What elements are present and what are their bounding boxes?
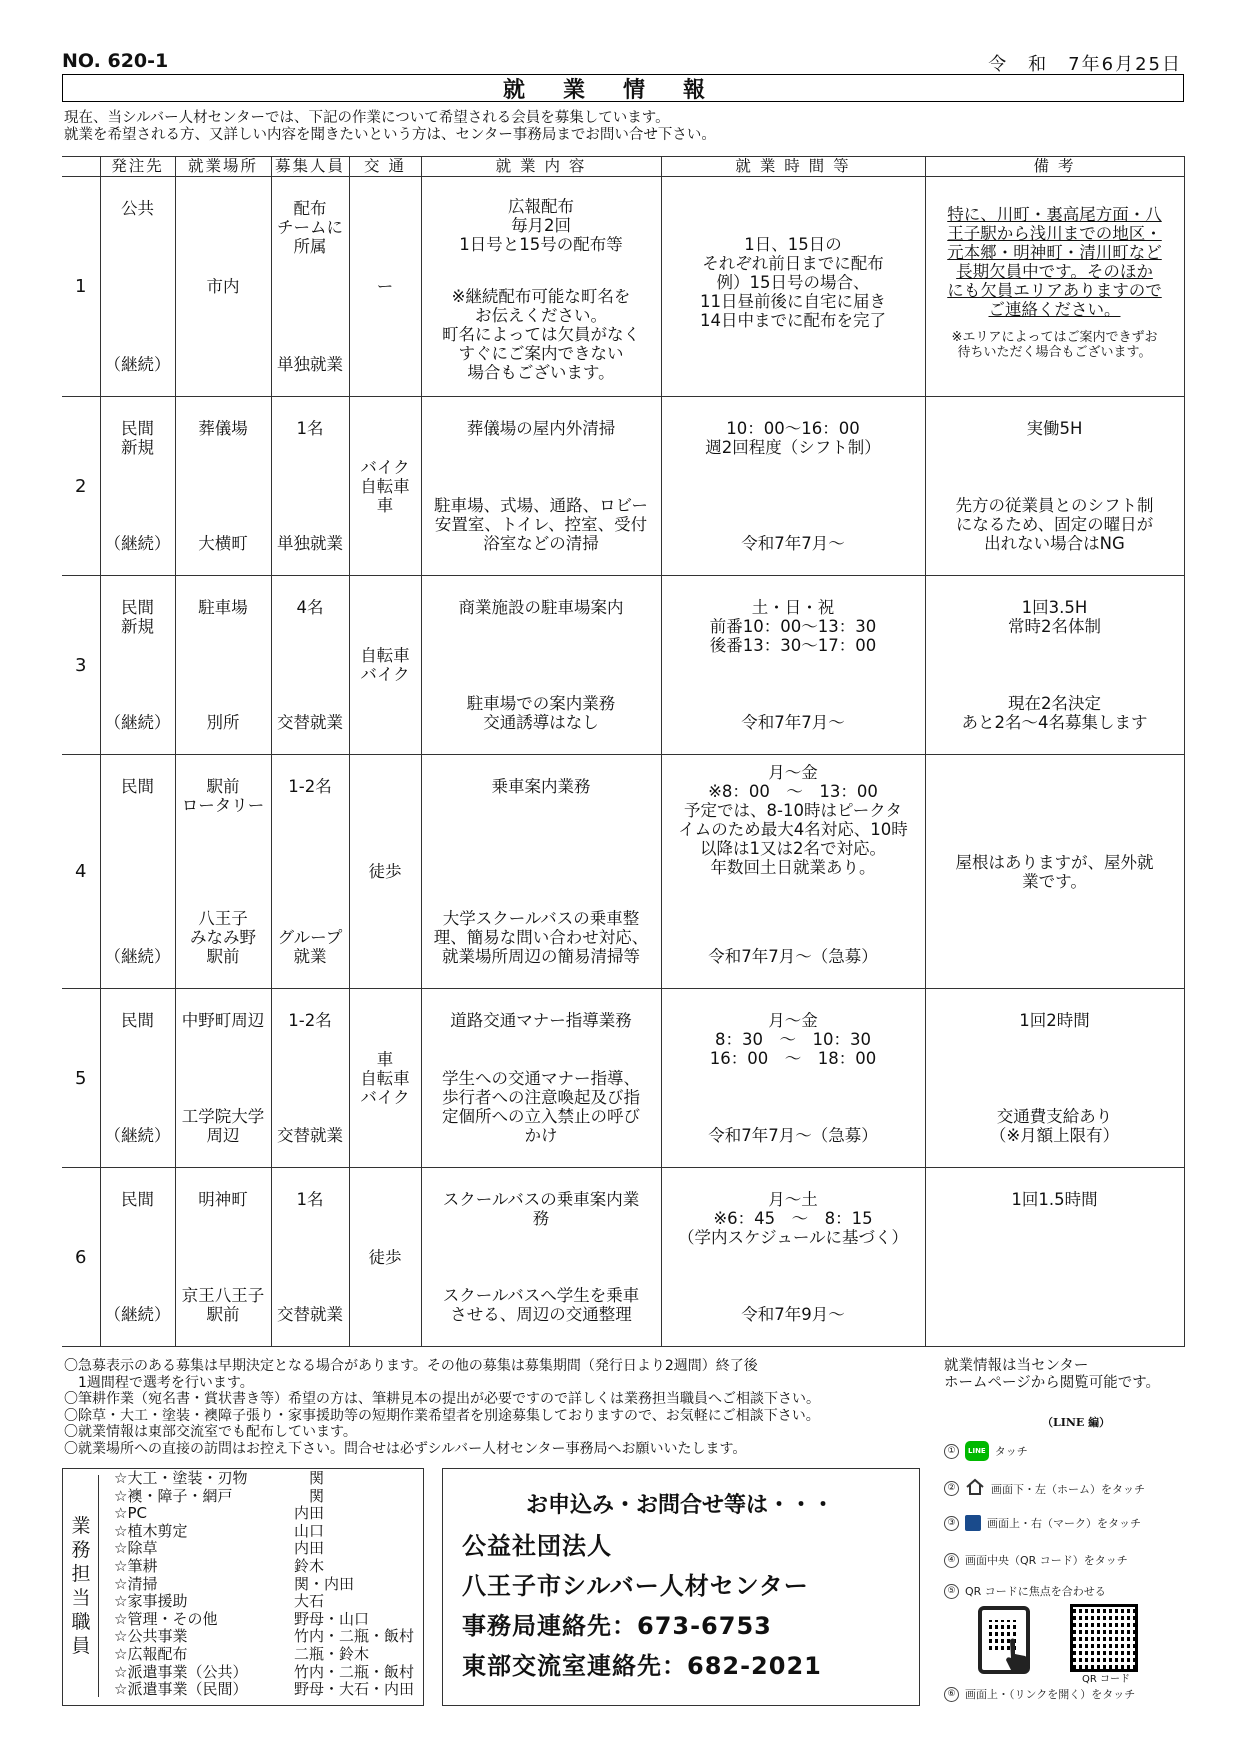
- content-cell: [421, 576, 661, 755]
- content-cell: [421, 177, 661, 397]
- staff-person: 内田: [294, 1504, 325, 1523]
- transport-cell: [349, 177, 421, 397]
- staff-task: ☆襖・障子・網戸: [114, 1486, 233, 1505]
- staff-task: ☆植木剪定: [114, 1521, 188, 1540]
- note-line: 〇就業場所への直接の訪問はお控え下さい。問合せは必ずシルバー人材センター事務局へお願いいたします。: [64, 1440, 747, 1457]
- time-cell: [661, 989, 925, 1168]
- content-cell: [421, 755, 661, 989]
- content-top: 乗車案内業務: [491, 777, 591, 796]
- people-top: 配布 チームに 所属: [277, 199, 343, 256]
- staff-row: [114, 1505, 414, 1523]
- time-bottom: 令和7年7月～: [741, 713, 845, 732]
- staff-task: ☆派遣事業（公共）: [114, 1662, 248, 1681]
- client-top: 公共: [121, 199, 154, 218]
- people-cell: [271, 989, 349, 1168]
- transport-text: 徒歩: [368, 1247, 402, 1267]
- staff-person: 大石: [294, 1592, 325, 1611]
- note-top: 1回2時間: [1019, 1011, 1090, 1030]
- people-cell: [271, 177, 349, 397]
- staff-task: ☆派遣事業（民間）: [114, 1680, 248, 1699]
- content-cell: [421, 1168, 661, 1347]
- staff-task: ☆大工・塗装・刃物: [114, 1469, 248, 1487]
- note-top: 実働5H: [1026, 419, 1083, 438]
- guide-step-4: [944, 1552, 1128, 1568]
- transport-text: バイク 自転車 車: [360, 457, 410, 515]
- staff-person: 山口: [294, 1521, 325, 1540]
- time-top: 月～金 ※8：00 ～ 13：00 予定では、8-10時はピークタ イムのため最大4名対応、10時 以降は1又は2名で対応。 年数回土日就業あり。: [678, 763, 908, 877]
- note-cell: [925, 1168, 1184, 1347]
- people-top: 1名: [296, 419, 324, 438]
- client-bottom: （継続）: [104, 947, 171, 966]
- time-bottom: 令和7年9月～: [741, 1305, 845, 1324]
- client-bottom: （継続）: [104, 355, 171, 374]
- contact-org-type: 公益社団法人: [462, 1532, 612, 1560]
- contact-org-name: 八王子市シルバー人材センター: [462, 1572, 809, 1600]
- note-cell: [925, 755, 1184, 989]
- hand-icon: [1004, 1636, 1030, 1674]
- intro-line: 現在、当シルバー人材センターでは、下記の作業について希望される会員を募集しています。: [64, 110, 670, 126]
- table-row: [62, 989, 1184, 1168]
- people-bottom: グループ 就業: [277, 928, 343, 966]
- staff-row: [114, 1611, 414, 1629]
- intro-text: [64, 110, 716, 144]
- guide-step-3: [944, 1515, 1141, 1531]
- time-cell: [661, 755, 925, 989]
- guide-step-5: [944, 1583, 1106, 1599]
- issue-date: 令 和 7年6月25日: [988, 54, 1182, 75]
- time-bottom: 令和7年7月～（急募）: [708, 1126, 878, 1145]
- row-number: 4: [62, 755, 100, 989]
- people-bottom: 単独就業: [277, 355, 343, 374]
- place-bottom: 大横町: [198, 534, 248, 553]
- staff-person: 関: [294, 1469, 325, 1487]
- intro-line: 就業を希望される方、又詳しい内容を聞きたいという方は、センター事務局までお問い合せ下さい。: [64, 127, 716, 143]
- content-bottom: 駐車場での案内業務 交通誘導はなし: [466, 694, 616, 732]
- qr-label: QR コード: [1082, 1674, 1130, 1685]
- step-text: 画面上・（リンクを開く）をタッチ: [965, 1688, 1136, 1701]
- content-bottom: スクールバスへ学生を乗車 させる、周辺の交通整理: [442, 1286, 640, 1324]
- place-cell: [175, 397, 271, 576]
- step-text: QR コードに焦点を合わせる: [965, 1585, 1106, 1598]
- job-table: [62, 156, 1185, 1347]
- step-number: ②: [944, 1481, 959, 1496]
- step-number: ①: [944, 1444, 959, 1459]
- client-bottom: （継続）: [104, 1126, 171, 1145]
- qr-code-icon: [1070, 1604, 1138, 1672]
- time-bottom: 令和7年7月～: [741, 534, 845, 553]
- place-cell: [175, 755, 271, 989]
- people-bottom: 交替就業: [277, 1126, 343, 1145]
- guide-step-1: [944, 1441, 1028, 1461]
- table-row: [62, 397, 1184, 576]
- web-info: [944, 1358, 1160, 1392]
- contact-office-tel: 事務局連絡先：673-6753: [462, 1612, 772, 1640]
- staff-task: ☆公共事業: [114, 1627, 188, 1646]
- time-cell: [661, 177, 925, 397]
- table-row: [62, 576, 1184, 755]
- place-bottom: 別所: [206, 713, 240, 732]
- page-title: 就業情報: [62, 74, 1184, 102]
- note-cell: [925, 397, 1184, 576]
- note-bottom: 先方の従業員とのシフト制 になるため、固定の曜日が 出れない場合はNG: [955, 496, 1154, 553]
- staff-label-char: 員: [71, 1635, 91, 1657]
- transport-cell: [349, 989, 421, 1168]
- transport-text: 徒歩: [368, 862, 402, 881]
- place-top: 葬儀場: [198, 419, 248, 438]
- notes-section: [64, 1358, 820, 1457]
- guide-step-6: [944, 1686, 1135, 1702]
- people-bottom: 交替就業: [277, 713, 343, 732]
- staff-label-char: 職: [71, 1611, 91, 1633]
- transport-cell: [349, 576, 421, 755]
- people-bottom: 交替就業: [277, 1305, 343, 1324]
- row-number: 2: [62, 397, 100, 576]
- line-guide-title: （LINE 編）: [1042, 1416, 1111, 1429]
- client-bottom: （継続）: [104, 1305, 171, 1324]
- staff-row: [114, 1593, 414, 1611]
- time-cell: [661, 576, 925, 755]
- note-bottom: 現在2名決定 あと2名～4名募集します: [961, 694, 1148, 732]
- staff-person: 二瓶・鈴木: [294, 1644, 370, 1663]
- guide-step-2: [944, 1478, 1145, 1499]
- header-note: 備 考: [925, 157, 1184, 177]
- step-text: 画面中央（QR コード）をタッチ: [965, 1554, 1128, 1567]
- place-cell: [175, 989, 271, 1168]
- time-top: 月～金 8：30 ～ 10：30 16：00 ～ 18：00: [709, 1011, 877, 1068]
- staff-person: 鈴木: [294, 1556, 325, 1575]
- staff-task: ☆PC: [114, 1504, 147, 1523]
- client-top: 民間 新規: [121, 419, 154, 457]
- content-top: 葬儀場の屋内外清掃: [466, 419, 616, 438]
- time-top: 1日、15日の それぞれ前日までに配布 例）15日号の場合、 11日昼前後に自宅に届き 14日中までに配布を完了: [700, 235, 886, 330]
- table-row: [62, 177, 1184, 397]
- staff-task: ☆筆耕: [114, 1556, 158, 1575]
- staff-task: ☆除草: [114, 1539, 158, 1558]
- add-friend-icon: [965, 1515, 981, 1531]
- header-time: 就 業 時 間 等: [661, 157, 925, 177]
- client-top: 民間 新規: [121, 598, 154, 636]
- transport-cell: [349, 397, 421, 576]
- web-info-line: 就業情報は当センター: [944, 1358, 1089, 1374]
- staff-row: [114, 1470, 414, 1488]
- transport-cell: [349, 755, 421, 989]
- place-top: 市内: [206, 277, 240, 296]
- staff-label: [64, 1475, 99, 1697]
- place-top: 明神町: [198, 1190, 248, 1209]
- note-line: 〇筆耕作業（宛名書・賞状書き等）希望の方は、筆耕見本の提出が必要ですので詳しくは業務担当職員へご相談下さい。: [64, 1391, 820, 1407]
- people-top: 4名: [296, 598, 324, 617]
- place-bottom: 京王八王子 駅前: [181, 1286, 265, 1324]
- step-number: ③: [944, 1516, 959, 1531]
- time-cell: [661, 397, 925, 576]
- step-text: タッチ: [994, 1445, 1028, 1458]
- staff-person: 竹内・二瓶・飯村: [294, 1627, 415, 1646]
- time-top: 10：00～16：00 週2回程度（シフト制）: [705, 419, 881, 457]
- header-transport: 交 通: [349, 157, 421, 177]
- note-cell: [925, 576, 1184, 755]
- people-bottom: 単独就業: [277, 534, 343, 553]
- content-top: 道路交通マナー指導業務: [450, 1011, 632, 1030]
- note-top: 特に、川町・裏高尾方面・八 王子駅から浅川までの地区・ 元本郷・明神町・清川町など 長期欠員中です。そのほか にも欠員エリアありますので ご連絡ください。: [947, 205, 1162, 319]
- staff-row: [114, 1523, 414, 1541]
- staff-task: ☆家事援助: [114, 1592, 188, 1611]
- people-top: 1-2名: [288, 1011, 332, 1030]
- people-cell: [271, 1168, 349, 1347]
- content-bottom: 大学スクールバスの乗車整 理、簡易な問い合わせ対応、 就業場所周辺の簡易清掃等: [433, 909, 649, 966]
- staff-person: 竹内・二瓶・飯村: [294, 1662, 415, 1681]
- note-line: 〇除草・大工・塗装・襖障子張り・家事援助等の短期作業希望者を別途募集しておりますので、お気軽にご相談下さい。: [64, 1407, 820, 1424]
- client-cell: [100, 397, 175, 576]
- staff-list: [114, 1470, 414, 1699]
- staff-row: [114, 1488, 414, 1506]
- note-cell: [925, 989, 1184, 1168]
- time-top: 月～土 ※6：45 ～ 8：15 （学内スケジュールに基づく）: [677, 1190, 908, 1247]
- content-top: 商業施設の駐車場案内: [458, 598, 624, 617]
- place-top: 駅前 ロータリー: [181, 777, 265, 815]
- transport-cell: [349, 1168, 421, 1347]
- staff-person: 内田: [294, 1539, 325, 1558]
- client-cell: [100, 1168, 175, 1347]
- document-number: NO. 620-1: [62, 50, 169, 72]
- time-cell: [661, 1168, 925, 1347]
- step-text: 画面下・左（ホーム）をタッチ: [991, 1482, 1145, 1496]
- staff-person: 関・内田: [294, 1574, 355, 1593]
- note-line: 〇就業情報は東部交流室でも配布しています。: [64, 1424, 357, 1440]
- client-top: 民間: [121, 777, 154, 796]
- staff-row: [114, 1646, 414, 1664]
- place-top: 駐車場: [198, 598, 248, 617]
- staff-label-char: 業: [71, 1515, 91, 1537]
- header-place: 就業場所: [175, 157, 271, 177]
- staff-person: 野母・大石・内田: [294, 1680, 415, 1699]
- staff-label-char: 務: [71, 1539, 91, 1561]
- home-icon: [965, 1478, 985, 1499]
- step-number: ④: [944, 1553, 959, 1568]
- content-cell: [421, 989, 661, 1168]
- people-top: 1-2名: [288, 777, 332, 796]
- staff-label-char: 担: [71, 1563, 91, 1585]
- row-number: 5: [62, 989, 100, 1168]
- client-cell: [100, 576, 175, 755]
- note-top: 1回1.5時間: [1011, 1190, 1098, 1209]
- transport-text: 車 自転車 バイク: [360, 1049, 410, 1107]
- content-bottom: ※継続配布可能な町名を お伝えください。 町名によっては欠員がなく すぐにご案内できない 場合もございます。: [442, 287, 640, 382]
- place-cell: [175, 177, 271, 397]
- note-line: 1週間程で選考を行います。: [64, 1374, 254, 1391]
- staff-task: ☆清掃: [114, 1574, 158, 1593]
- client-cell: [100, 755, 175, 989]
- place-bottom: 八王子 みなみ野 駅前: [190, 909, 256, 966]
- people-cell: [271, 576, 349, 755]
- note-cell: [925, 177, 1184, 397]
- place-top: 中野町周辺: [181, 1011, 265, 1030]
- staff-person: 関: [294, 1486, 325, 1505]
- staff-row: [114, 1681, 414, 1699]
- people-cell: [271, 755, 349, 989]
- staff-label-char: 当: [71, 1587, 91, 1609]
- note-bottom: 交通費支給あり （※月額上限有）: [989, 1107, 1120, 1145]
- people-cell: [271, 397, 349, 576]
- note-line: 〇急募表示のある募集は早期決定となる場合があります。その他の募集は募集期間（発行日より2週間）終了後: [64, 1358, 758, 1374]
- line-app-icon: LINE: [965, 1441, 989, 1461]
- place-bottom: 工学院大学 周辺: [181, 1107, 265, 1145]
- staff-row: [114, 1558, 414, 1576]
- client-bottom: （継続）: [104, 534, 171, 553]
- note-top: 屋根はありますが、屋外就 業です。: [955, 853, 1154, 891]
- staff-row: [114, 1540, 414, 1558]
- contact-heading: お申込み・お問合せ等は・・・: [525, 1493, 834, 1518]
- time-top: 土・日・祝 前番10：00～13：30 後番13：30～17：00: [709, 598, 877, 655]
- staff-person: 野母・山口: [294, 1609, 370, 1628]
- time-bottom: 令和7年7月～（急募）: [708, 947, 878, 966]
- step-number: ⑥: [944, 1687, 959, 1702]
- header-client: 発注先: [100, 157, 175, 177]
- staff-row: [114, 1664, 414, 1682]
- place-cell: [175, 576, 271, 755]
- people-top: 1名: [296, 1190, 324, 1209]
- row-number: 3: [62, 576, 100, 755]
- content-top: スクールバスの乗車案内業 務: [442, 1190, 640, 1228]
- content-bottom: 駐車場、式場、通路、ロビー 安置室、トイレ、控室、受付 浴室などの清掃: [434, 496, 648, 553]
- staff-task: ☆広報配布: [114, 1644, 188, 1663]
- note-bottom: ※エリアによってはご案内できずお 待ちいただく場合もございます。: [951, 330, 1158, 360]
- header-no: [62, 157, 100, 177]
- client-cell: [100, 177, 175, 397]
- content-bottom: 学生への交通マナー指導、 歩行者への注意喚起及び指 定個所への立入禁止の呼び かけ: [442, 1069, 640, 1145]
- row-number: 1: [62, 177, 100, 397]
- header-people: 募集人員: [271, 157, 349, 177]
- header-content: 就 業 内 容: [421, 157, 661, 177]
- step-text: 画面上・右（マーク）をタッチ: [987, 1517, 1141, 1530]
- note-top: 1回3.5H 常時2名体制: [1008, 598, 1101, 636]
- table-header-row: [62, 157, 1184, 177]
- table-row: [62, 1168, 1184, 1347]
- client-bottom: （継続）: [104, 713, 171, 732]
- client-cell: [100, 989, 175, 1168]
- step-number: ⑤: [944, 1584, 959, 1599]
- content-cell: [421, 397, 661, 576]
- client-top: 民間: [121, 1011, 154, 1030]
- table-row: [62, 755, 1184, 989]
- staff-row: [114, 1576, 414, 1594]
- staff-row: [114, 1628, 414, 1646]
- place-cell: [175, 1168, 271, 1347]
- transport-text: 自転車 バイク: [360, 646, 410, 684]
- staff-task: ☆管理・その他: [114, 1609, 218, 1628]
- row-number: 6: [62, 1168, 100, 1347]
- content-top: 広報配布 毎月2回 1日号と15号の配布等: [459, 197, 623, 254]
- client-top: 民間: [121, 1190, 154, 1209]
- contact-east-tel: 東部交流室連絡先：682-2021: [462, 1652, 822, 1680]
- transport-text: ー: [376, 277, 394, 296]
- web-info-line: ホームページから閲覧可能です。: [944, 1375, 1161, 1391]
